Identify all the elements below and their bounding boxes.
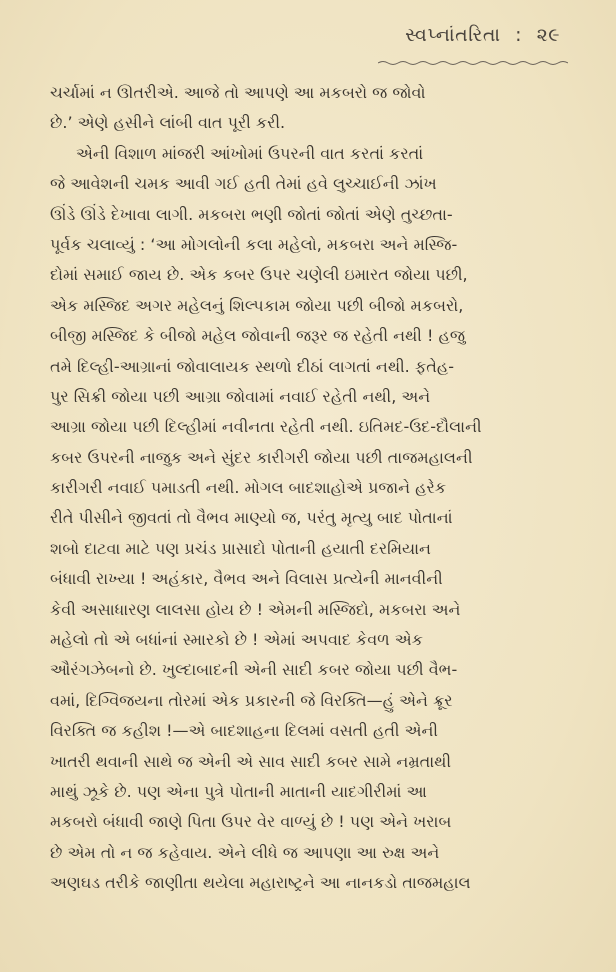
- text-line: વમાં, દિગ્વિજયના તોરમાં એક પ્રકારની જે વિરક્તિ—હું એને ક્રૂર: [50, 690, 453, 710]
- text-line: ચર્ચામાં ન ઊતરીએ. આજે તો આપણે આ મકબરો જ જોવો: [50, 83, 426, 102]
- text-line: માથું ઝૂકે છે. પણ એના પુત્રે પોતાની માતાની યાદગીરીમાં આ: [50, 781, 427, 801]
- text-line: આગ્રા જોયા પછી દિલ્હીમાં નવીનતા રહેતી નથી. ઇતિમદ-ઉદ-દૌલાની: [50, 417, 482, 437]
- text-line: ઊંડે ઊંડે દેખાવા લાગી. મકબરા ભણી જોતાં જોતાં એણે તુચ્છતા-: [50, 204, 453, 224]
- text-line: છે એમ તો ન જ કહેવાય. એને લીધે જ આપણા આ રુક્ષ અને: [50, 842, 440, 862]
- text-line: શબો દાટવા માટે પણ પ્રચંડ પ્રાસાદો પોતાની હયાતી દરમિયાન: [50, 538, 431, 558]
- running-header: [405, 24, 560, 46]
- page-number: ૨૯: [536, 24, 560, 46]
- text-line: એક મસ્જિદ અગર મહેલનું શિલ્પકામ જોયા પછી બીજો મકબરો,: [50, 295, 464, 315]
- text-line: કેવી અસાધારણ લાલસા હોય છે ! એમની મસ્જિદો, મકબરા અને: [50, 599, 461, 619]
- text-line: કારીગરી નવાઈ પમાડતી નથી. મોગલ બાદશાહોએ પ્રજાને હરેક: [50, 478, 447, 498]
- running-header-separator: :: [515, 24, 523, 46]
- text-line: તમે દિલ્હી-આગ્રાનાં જોવાલાયક સ્થળો દીઠાં લાગતાં નથી. ફતેહ-: [50, 356, 455, 376]
- body-text: [50, 78, 578, 899]
- text-line: પુર સિક્રી જોયા પછી આગ્રા જોવામાં નવાઈ રહેતી નથી, અને: [50, 386, 431, 406]
- text-line: બંધાવી રાખ્યા ! અહંકાર, વૈભવ અને વિલાસ પ્રત્યેની માનવીની: [50, 569, 443, 589]
- text-line: ખાતરી થવાની સાથે જ એની એ સાવ સાદી કબર સામે નમ્રતાથી: [50, 751, 452, 771]
- text-line: વિરક્તિ જ કહીશ !—એ બાદશાહના દિલમાં વસતી હતી એની: [50, 721, 438, 741]
- running-header-title: સ્વપ્નાંતરિતા: [405, 24, 501, 46]
- text-line: દોમાં સમાઈ જાય છે. એક કબર ઉપર ચણેલી ઇમારત જોયા પછી,: [50, 265, 468, 285]
- text-line: કબર ઉપરની નાજુક અને સુંદર કારીગરી જોયા પછી તાજમહાલની: [50, 447, 473, 467]
- text-line: મકબરો બંધાવી જાણે પિતા ઉપર વેર વાળ્યું છે ! પણ એને ખરાબ: [50, 812, 452, 832]
- text-line: ઔરંગઝેબનો છે. ખુલ્દાબાદની એની સાદી કબર જોયા પછી વૈભ-: [50, 660, 458, 680]
- text-line: છે.’ એણે હસીને લાંબી વાત પૂરી કરી.: [50, 113, 286, 133]
- text-line: જે આવેશની ચમક આવી ગઈ હતી તેમાં હવે લુચ્ચાઈની ઝાંખ: [50, 174, 437, 194]
- text-line: બીજી મસ્જિદ કે બીજો મહેલ જોવાની જરૂર જ રહેતી નથી ! હજુ: [50, 326, 465, 346]
- header-wavy-rule: [378, 60, 568, 66]
- text-line: પૂર્વક ચલાવ્યું : ‘આ મોગલોની કલા મહેલો, મકબરા અને મસ્જિ-: [50, 234, 458, 254]
- text-line: એની વિશાળ માંજરી આંખોમાં ઉપરની વાત કરતાં કરતાં: [76, 143, 424, 163]
- text-line: અણઘડ તરીકે જાણીતા થયેલા મહારાષ્ટ્રને આ નાનકડો તાજમહાલ: [50, 873, 471, 893]
- text-line: રીતે પીસીને જીવતાં તો વૈભવ માણ્યો જ, પરંતુ મૃત્યુ બાદ પોતાનાં: [50, 508, 453, 528]
- text-line: મહેલો તો એ બધાંનાં સ્મારકો છે ! એમાં અપવાદ કેવળ એક: [50, 630, 423, 650]
